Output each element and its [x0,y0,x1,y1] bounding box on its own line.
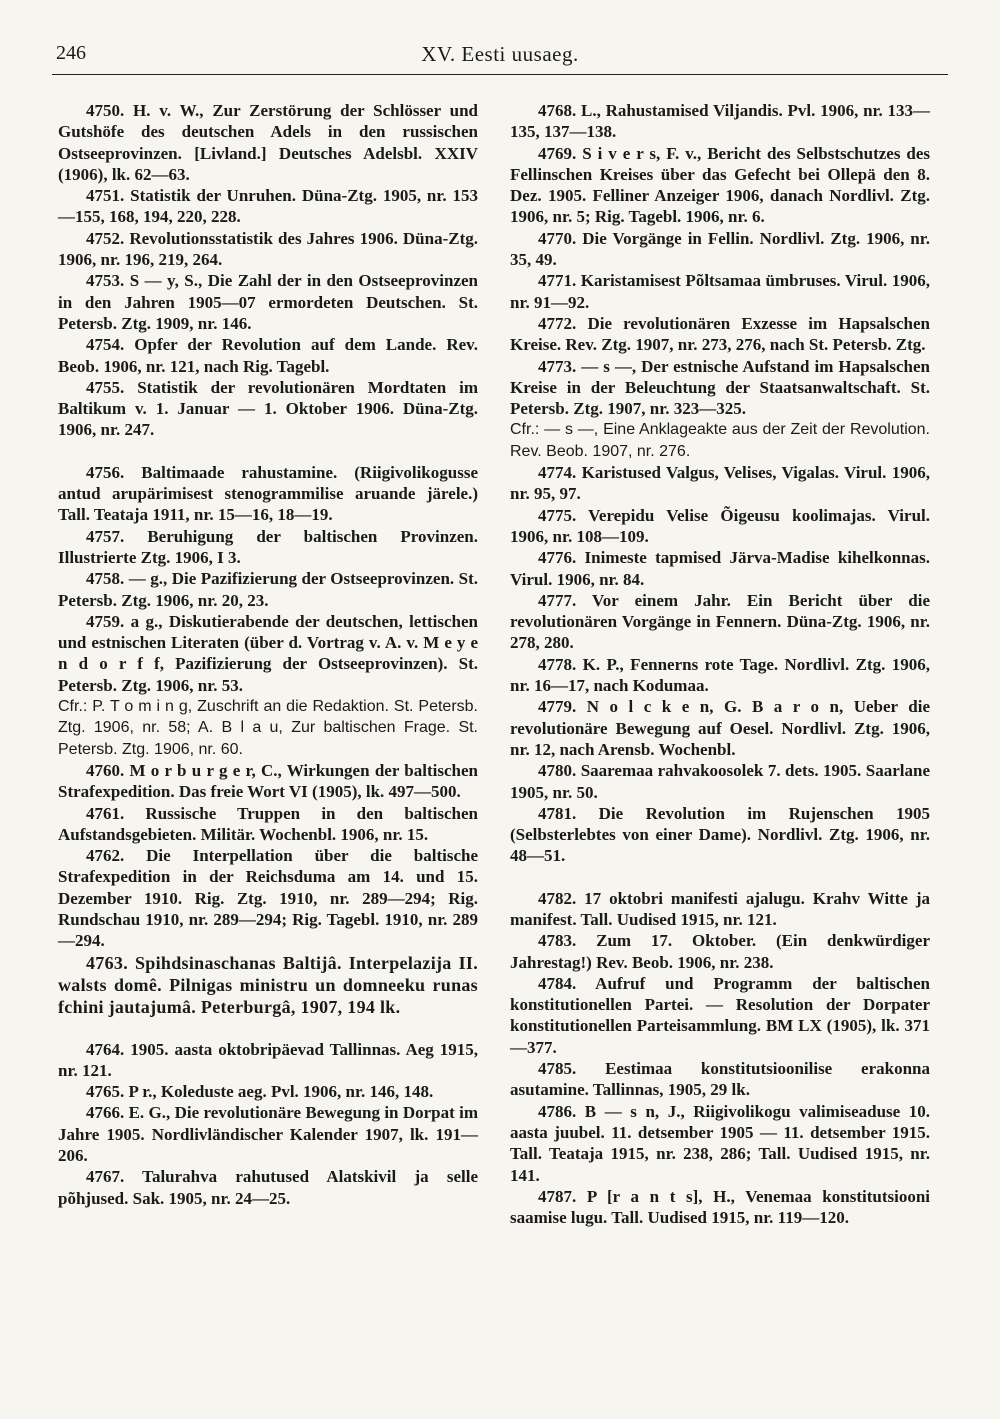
entry-4762: 4762. Die Interpellation über die baltische Strafexpedition in der Reichsduma am 14. und 15. Dezember 1910. Rig. Ztg. 1910, nr. 289—294; Rig. Rundschau 1910, nr. 289—294; Rig. Tagebl. 1910, nr. 289—294. [58,846,478,951]
entry-4756: 4756. Baltimaade rahustamine. (Riigivolikogusse antud arupärimisest stenogrammilise aruande järele.) Tall. Teataja 1911, nr. 15—16, 18—19. [58,462,478,525]
entry-4787: 4787. P [r a n t s], H., Venemaa konstitutsiooni saamise lugu. Tall. Uudised 1915, nr. 119—120. [510,1186,930,1228]
entry-4764: 4764. 1905. aasta oktobripäevad Tallinnas. Aeg 1915, nr. 121. [58,1039,478,1080]
entry-4773: 4773. — s —, Der estnische Aufstand im Hapsalschen Kreise in der Beleuchtung der Staatsanwaltschaft. St. Petersb. Ztg. 1907, nr. 323—325. [510,356,930,419]
entry-4753: 4753. S — y, S., Die Zahl der in den Ostseeprovinzen in den Jahren 1905—07 ermordeten Deutschen. St. Petersb. Ztg. 1909, nr. 146. [58,271,478,333]
entry-4755: 4755. Statistik der revolutionären Mordtaten im Baltikum v. 1. Januar — 1. Oktober 1906. Düna-Ztg. 1906, nr. 247. [58,377,478,440]
entry-4763: 4763. Spihdsinaschanas Baltijâ. Interpelazija II. walsts domê. Pilnigas ministru un domneeku runas fchini jautajumâ. Peterburgâ, 1907, 194 lk. [58,952,478,1017]
entry-4754: 4754. Opfer der Revolution auf dem Lande. Rev. Beob. 1906, nr. 121, nach Rig. Tagebl. [58,335,478,376]
entry-4778: 4778. K. P., Fennerns rote Tage. Nordlivl. Ztg. 1906, nr. 16—17, nach Kodumaa. [510,654,930,696]
left-column [58,100,478,1209]
entry-4774: 4774. Karistused Valgus, Velises, Vigalas. Virul. 1906, nr. 95, 97. [510,463,930,504]
entry-4750: 4750. H. v. W., Zur Zerstörung der Schlösser und Gutshöfe des deutschen Adels in den russischen Ostseeprovinzen. [Livland.] Deutsches Adelsbl. XXIV (1906), lk. 62—63. [58,101,478,184]
entry-4783: 4783. Zum 17. Oktober. (Ein denkwürdiger Jahrestag!) Rev. Beob. 1906, nr. 238. [510,931,930,972]
entry-4781: 4781. Die Revolution im Rujenschen 1905 (Selbsterlebtes von einer Dame). Nordlivl. Ztg. 1906, nr. 48—51. [510,803,930,866]
entry-4782: 4782. 17 oktobri manifesti ajalugu. Krahv Witte ja manifest. Tall. Uudised 1915, nr. 121. [510,888,930,929]
entry-4779: 4779. N o l c k e n, G. B a r o n, Ueber die revolutionäre Bewegung auf Oesel. Nordlivl. Ztg. 1906, nr. 12, nach Arensb. Wochenbl. [510,697,930,759]
entry-4784: 4784. Aufruf und Programm der baltischen konstitutionellen Partei. — Resolution der Dorpater konstitutionellen Parteisammlung. BM LX (1905), lk. 371—377. [510,973,930,1057]
page-header [52,40,948,75]
entry-4780: 4780. Saaremaa rahvakoosolek 7. dets. 1905. Saarlane 1905, nr. 50. [510,761,930,802]
entry-4785: 4785. Eestimaa konstitutsioonilise erakonna asutamine. Tallinnas, 1905, 29 lk. [510,1059,930,1100]
running-head: XV. Eesti uusaeg. [421,42,579,66]
entry-4766: 4766. E. G., Die revolutionäre Bewegung in Dorpat im Jahre 1905. Nordlivländischer Kalender 1907, lk. 191—206. [58,1103,478,1166]
entry-4767: 4767. Talurahva rahutused Alatskivil ja selle põhjused. Sak. 1905, nr. 24—25. [58,1167,478,1208]
entry-4765: 4765. P r., Koleduste aeg. Pvl. 1906, nr. 146, 148. [86,1082,434,1102]
entry-4759: 4759. a g., Diskutierabende der deutschen, lettischen und estnischen Literaten (über d. Vortrag v. A. v. M e y e n d o r f f, Pazifizierung der Ostseeprovinzen). St. Petersb. Ztg. 1906, nr. 53. [58,611,478,695]
entry-4760: 4760. M o r b u r g e r, C., Wirkungen der baltischen Strafexpedition. Das freie Wort VI (1905), lk. 497—500. [58,760,478,802]
entry-4758: 4758. — g., Die Pazifizierung der Ostseeprovinzen. St. Petersb. Ztg. 1906, nr. 20, 23. [58,569,478,610]
group-gap [510,867,930,888]
entry-4771: 4771. Karistamisest Põltsamaa ümbruses. Virul. 1906, nr. 91—92. [510,271,930,312]
entry-4761: 4761. Russische Truppen in den baltischen Aufstandsgebieten. Militär. Wochenbl. 1906, nr. 15. [58,803,478,844]
entry-4786: 4786. B — s n, J., Riigivolikogu valimiseaduse 10. aasta juubel. 11. detsember 1905 — 11. detsember 1915. Tall. Teataja 1915, nr. 238, 286; Tall. Uudised 1915, nr. 141. [510,1101,930,1185]
entry-4769: 4769. S i v e r s, F. v., Bericht des Selbstschutzes des Fellinschen Kreises über das Gefecht bei Ollepä den 8. Dez. 1905. Felliner Anzeiger 1906, danach Nordlivl. Ztg. 1906, nr. 5; Rig. Tagebl. 1906, nr. 6. [510,143,930,227]
entry-4768: 4768. L., Rahustamised Viljandis. Pvl. 1906, nr. 133—135, 137—138. [510,101,930,142]
cross-reference: Cfr.: P. T o m i n g, Zuschrift an die Redaktion. St. Petersb. Ztg. 1906, nr. 58; A. B l a u, Zur baltischen Frage. St. Petersb. Ztg. 1906, nr. 60. [58,698,478,758]
group-gap [58,441,478,462]
cross-reference: Cfr.: — s —, Eine Anklageakte aus der Zeit der Revolution. Rev. Beob. 1907, nr. 276. [510,421,930,460]
right-column [510,100,930,1228]
group-gap [58,1018,478,1039]
entry-4757: 4757. Beruhigung der baltischen Provinzen. Illustrierte Ztg. 1906, I 3. [58,526,478,567]
entry-4752: 4752. Revolutionsstatistik des Jahres 1906. Düna-Ztg. 1906, nr. 196, 219, 264. [58,228,478,270]
entry-4772: 4772. Die revolutionären Exzesse im Hapsalschen Kreise. Rev. Ztg. 1907, nr. 273, 276, nach St. Petersb. Ztg. [510,313,930,355]
entry-4770: 4770. Die Vorgänge in Fellin. Nordlivl. Ztg. 1906, nr. 35, 49. [510,228,930,270]
entry-4776: 4776. Inimeste tapmised Järva-Madise kihelkonnas. Virul. 1906, nr. 84. [510,548,930,589]
entry-4751: 4751. Statistik der Unruhen. Düna-Ztg. 1905, nr. 153—155, 168, 194, 220, 228. [58,186,478,227]
page-number: 246 [56,42,86,64]
entry-4777: 4777. Vor einem Jahr. Ein Bericht über die revolutionären Vorgänge in Fennern. Düna-Ztg. 1906, nr. 278, 280. [510,590,930,653]
entry-4775: 4775. Verepidu Velise Õigeusu koolimajas. Virul. 1906, nr. 108—109. [510,505,930,546]
